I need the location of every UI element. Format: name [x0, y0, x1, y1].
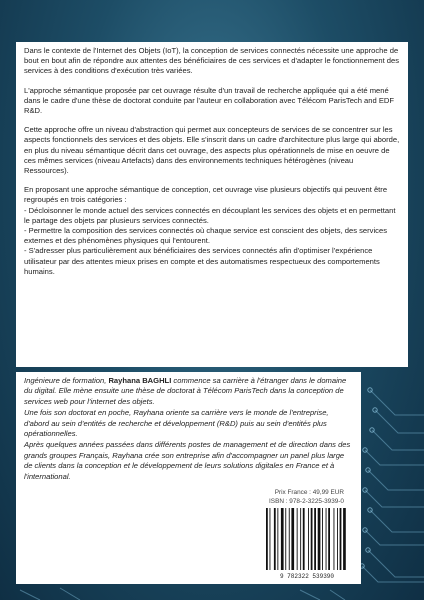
- bio-paragraph-3: Après quelques années passées dans différents postes de management et de direction dans des grands groupes Français, Rayhana crée son entreprise afin d'accompagner un panel plus large de clients dans la conception et le développement de leurs solutions digitales en France et à l'international.: [24, 440, 351, 481]
- description-text: [24, 46, 400, 286]
- barcode-bar: [270, 508, 271, 570]
- barcode-bar: [334, 508, 335, 570]
- bio-paragraph-2: Une fois son doctorat en poche, Rayhana oriente sa carrière vers le monde de l'entreprise, d'abord au sein d'entités de recherche et développement (R&D) puis au sein d'entités plus opérationnelles.: [24, 408, 329, 439]
- barcode-bars: [262, 508, 352, 572]
- objective-item: - Permettre la composition des services connectés où chaque service est conscient des objets, des services externes et des phénomènes physiques qui l'entourent.: [24, 226, 387, 246]
- barcode-number: 9 782322 539390: [279, 573, 334, 580]
- barcode-bar: [274, 508, 276, 570]
- barcode-bar: [311, 508, 313, 570]
- barcode-bar: [318, 508, 321, 570]
- objectives-lead: En proposant une approche sémantique de conception, cet ouvrage vise plusieurs objectifs qui peuvent être regroupés en trois catégories :: [24, 185, 388, 205]
- barcode-bar: [291, 508, 294, 570]
- barcode-bar: [266, 508, 268, 570]
- barcode-bar: [314, 508, 316, 570]
- author-bio: [24, 376, 352, 483]
- price-label: Prix France : 49,99 EUR: [274, 489, 344, 496]
- objective-item: - S'adresser plus particulièrement aux bénéficiaires des services connectés afin d'optimiser l'expérience utilisateur par des attentes mieux prises en compte et des automatismes respectueux des comportements humains.: [24, 246, 380, 276]
- bio-lead-rest: commence sa carrière à l'étranger dans le domaine du digital. Elle mène ensuite une thèse de doctorat à Télécom ParisTech dans la conception de services web pour l'internet des objets.: [24, 376, 347, 406]
- barcode-bar: [322, 508, 323, 570]
- barcode-bar: [300, 508, 301, 570]
- isbn-label: ISBN : 978-2-3225-3939-0: [269, 498, 344, 505]
- intro-paragraph-1: Dans le contexte de l'Internet des Objets (IoT), la conception de services connectés nécessite une approche de bout en bout afin de répondre aux attentes des bénéficiaires de ces services et d'adapter le fonctionnement des services à des conditions d'exécution très variées.: [24, 46, 400, 76]
- barcode-bar: [289, 508, 290, 570]
- intro-paragraph-2: L'approche sémantique proposée par cet ouvrage résulte d'un travail de recherche appliquée qui a été mené dans le cadre d'une thèse de doctorat conduite par l'auteur en collaboration avec Télécom ParisTech and EDF R&D.: [24, 85, 395, 116]
- barcode-bar: [343, 508, 346, 570]
- intro-paragraph-4: [24, 185, 400, 277]
- barcode: [262, 508, 352, 580]
- intro-paragraph-3: Cette approche offre un niveau d'abstraction qui permet aux concepteurs de services de se concentrer sur les aspects fonctionnels des services et des objets. Elle s'inscrit dans un cadre d'architecture plus large qui aborde, en plus du niveau sémantique décrit dans cet ouvrage, des aspects plus opérationnels de mise en oeuvre de ces mêmes services (niveau Artefacts) dans des environnements techniques hétérogènes (niveau Ressources).: [24, 125, 400, 176]
- barcode-bar: [281, 508, 284, 570]
- objectives-list: [24, 206, 400, 277]
- bio-paragraph-1: [24, 376, 352, 407]
- pricing-block: [269, 488, 344, 506]
- barcode-bar: [303, 508, 305, 570]
- barcode-bar: [328, 508, 330, 570]
- barcode-bar: [308, 508, 309, 570]
- author-name: Rayhana BAGHLI: [108, 376, 172, 385]
- barcode-bar: [337, 508, 338, 570]
- barcode-bar: [285, 508, 286, 570]
- objective-item: - Décloisonner le monde actuel des services connectés en découplant les services des objets et en permettant le partage des objets par plusieurs services connectés.: [24, 205, 396, 225]
- barcode-bar: [297, 508, 298, 570]
- barcode-bar: [277, 508, 278, 570]
- barcode-bar: [340, 508, 342, 570]
- bio-lead: Ingénieure de formation,: [24, 376, 109, 385]
- barcode-bar: [326, 508, 327, 570]
